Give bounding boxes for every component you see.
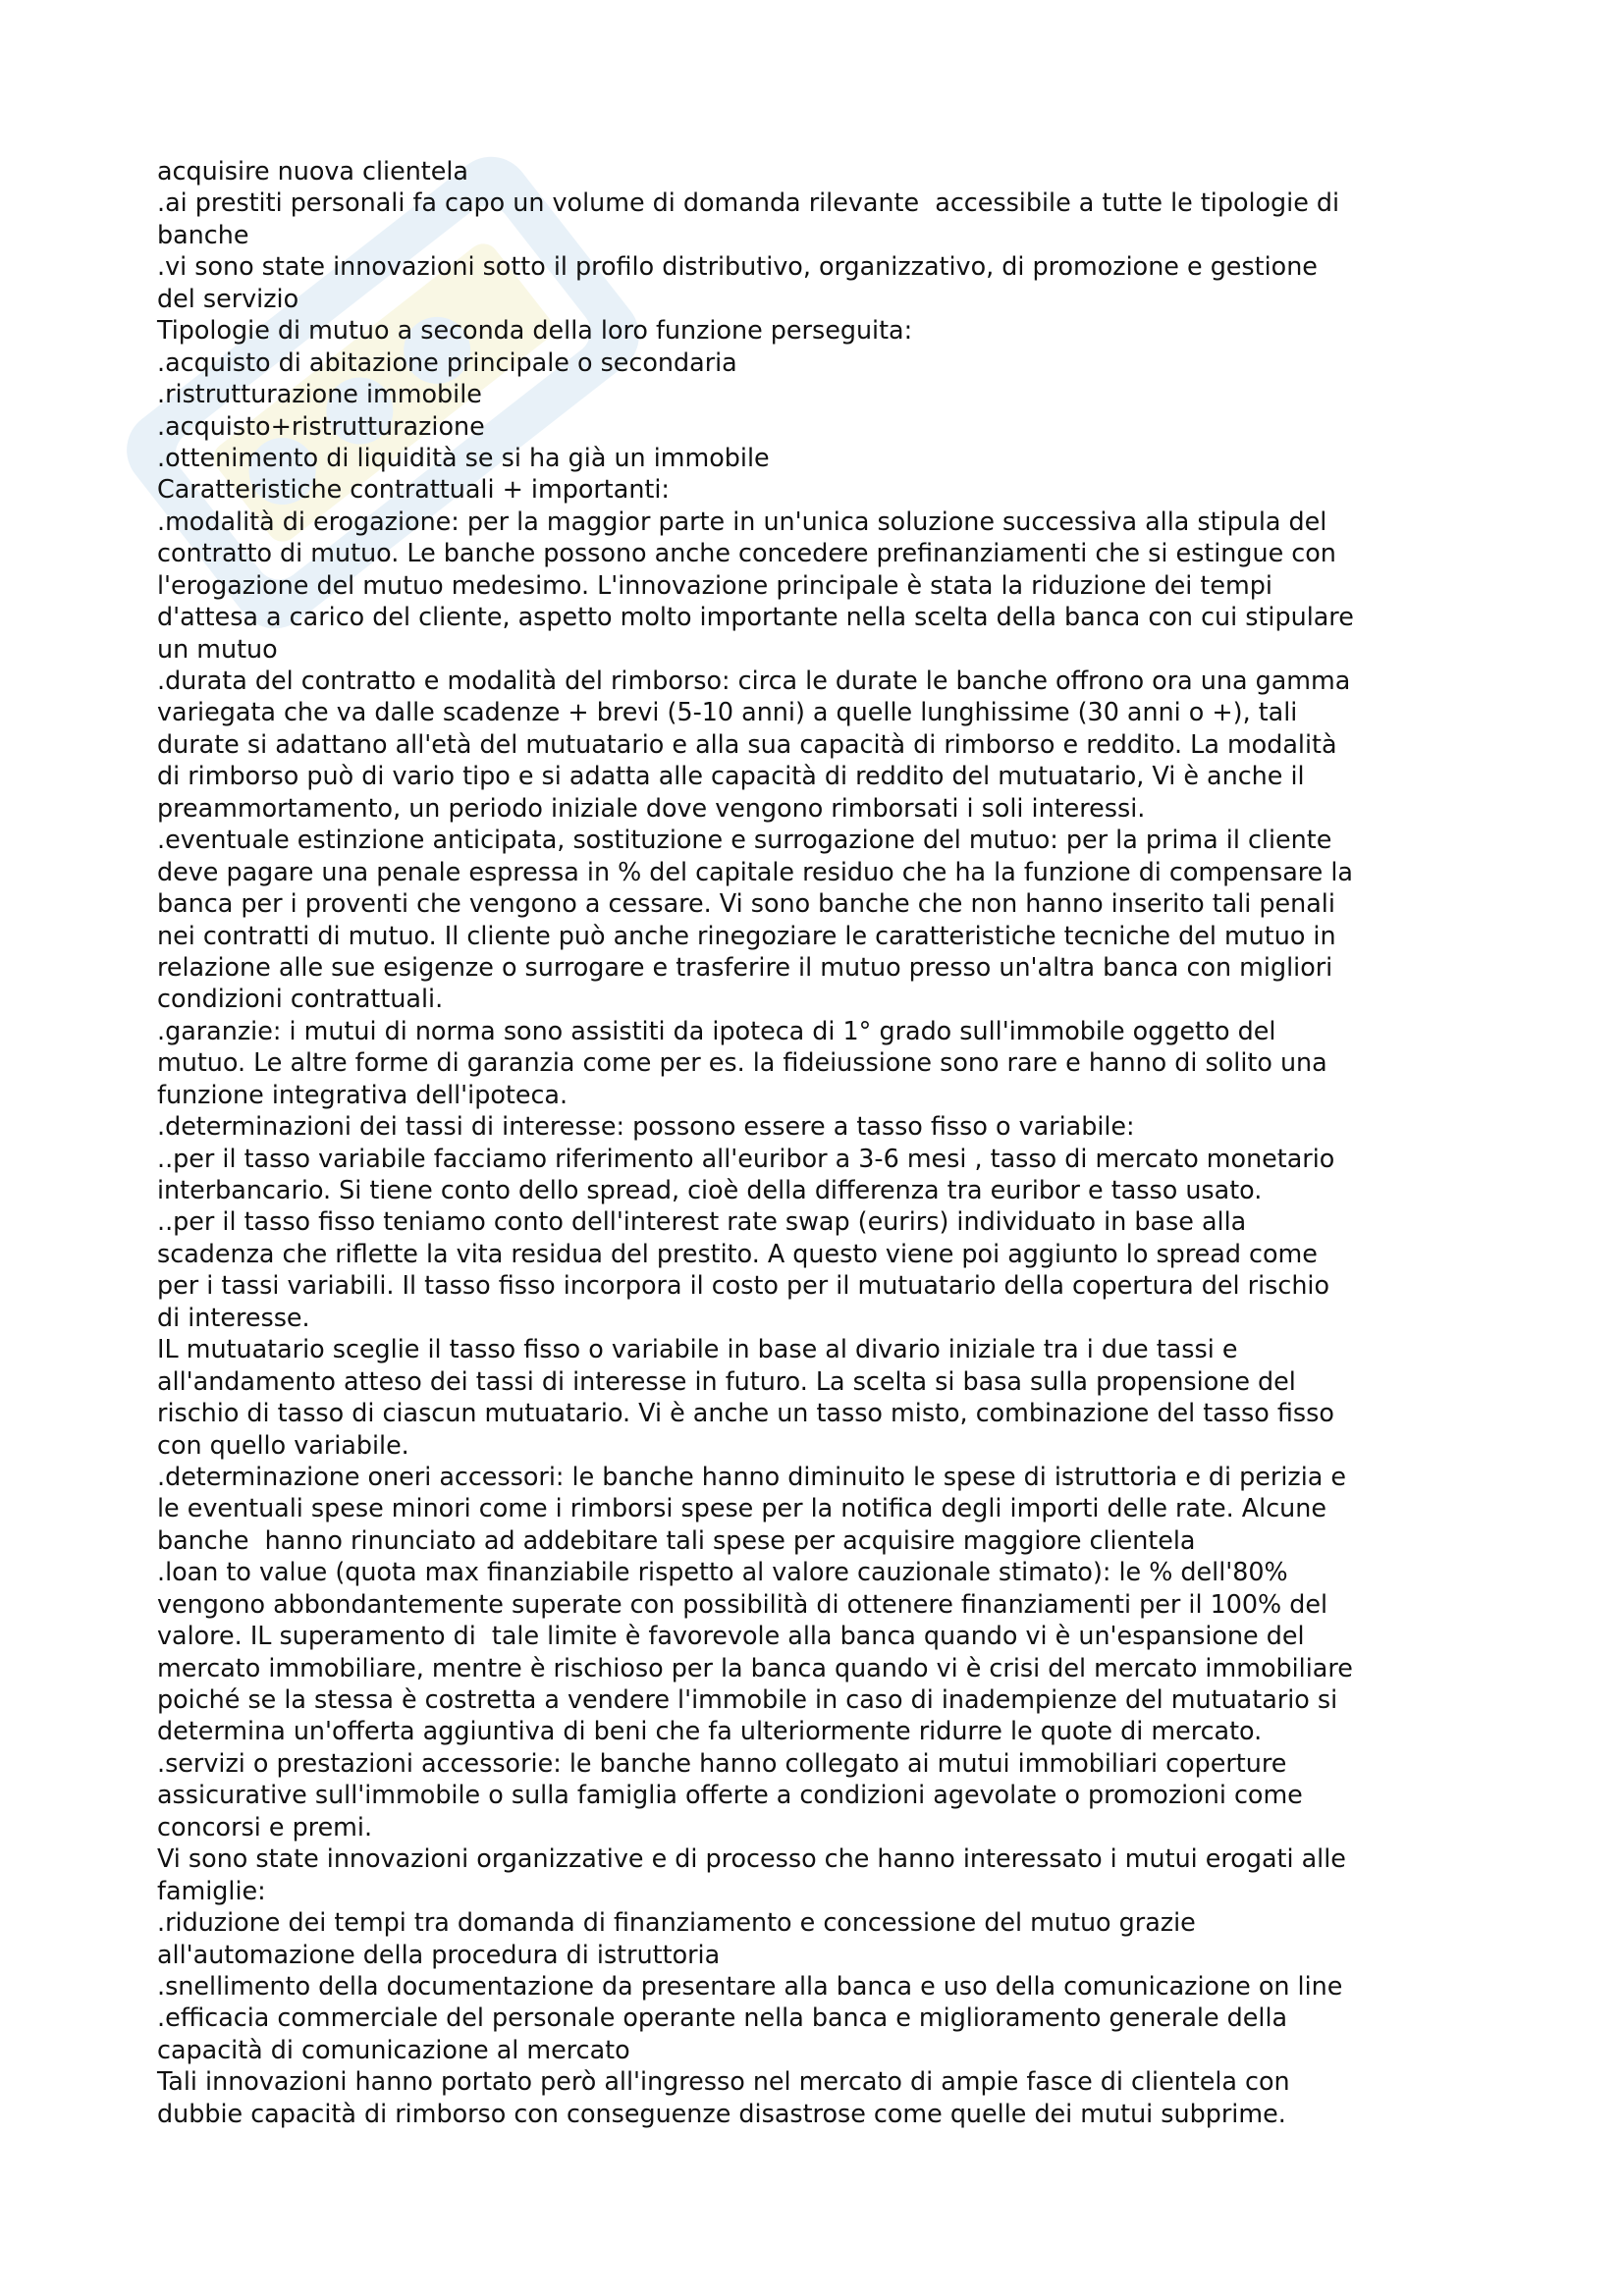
text-line: .riduzione dei tempi tra domanda di finanziamento e concessione del mutuo grazie xyxy=(157,1907,1196,1938)
text-line: le eventuali spese minori come i rimborsi spese per la notifica degli importi delle rate. Alcune xyxy=(157,1493,1326,1523)
text-line: IL mutuatario sceglie il tasso fisso o variabile in base al divario iniziale tra i due tassi e xyxy=(157,1334,1238,1364)
text-line: .ottenimento di liquidità se si ha già un immobile xyxy=(157,442,770,472)
text-line: nei contratti di mutuo. Il cliente può anche rinegoziare le caratteristiche tecniche del mutuo in xyxy=(157,920,1336,950)
text-line: del servizio xyxy=(157,283,299,313)
text-line: ..per il tasso fisso teniamo conto dell'interest rate swap (eurirs) individuato in base alla xyxy=(157,1206,1247,1237)
text-line: vengono abbondantemente superate con possibilità di ottenere finanziamenti per il 100% del xyxy=(157,1588,1328,1619)
text-line: Caratteristiche contrattuali + importanti: xyxy=(157,474,670,505)
text-line: .loan to value (quota max finanziabile rispetto al valore cauzionale stimato): le % dell'80% xyxy=(157,1557,1288,1587)
text-line: banche hanno rinunciato ad addebitare tali spese per acquisire maggiore clientela xyxy=(157,1524,1196,1555)
text-line: relazione alle sue esigenze o surrogare e trasferire il mutuo presso un'altra banca con migliori xyxy=(157,951,1333,982)
text-line: .determinazioni dei tassi di interesse: possono essere a tasso fisso o variabile: xyxy=(157,1111,1135,1142)
text-line: .acquisto di abitazione principale o secondaria xyxy=(157,347,737,377)
text-line: con quello variabile. xyxy=(157,1429,409,1460)
text-line: condizioni contrattuali. xyxy=(157,984,444,1014)
text-line: .modalità di erogazione: per la maggior parte in un'unica soluzione successiva alla stipula del xyxy=(157,506,1327,536)
text-line: scadenza che riflette la vita residua del prestito. A questo viene poi aggiunto lo spread come xyxy=(157,1238,1318,1268)
text-line: .durata del contratto e modalità del rimborso: circa le durate le banche offrono ora una gamma xyxy=(157,666,1351,695)
text-line: .snellimento della documentazione da presentare alla banca e uso della comunicazione on line xyxy=(157,1970,1343,2001)
text-line: deve pagare una penale espressa in % del capitale residuo che ha la funzione di compensare la xyxy=(157,856,1353,886)
text-line: preammortamento, un periodo iniziale dove vengono rimborsati i soli interessi. xyxy=(157,792,1146,823)
text-line: all'automazione della procedura di istruttoria xyxy=(157,1939,721,1969)
text-line: .garanzie: i mutui di norma sono assistiti da ipoteca di 1° grado sull'immobile oggetto del xyxy=(157,1015,1276,1045)
text-line: di interesse. xyxy=(157,1302,310,1332)
text-line: Tali innovazioni hanno portato però all'ingresso nel mercato di ampie fasce di clientela con xyxy=(157,2066,1290,2097)
text-line: un mutuo xyxy=(157,633,278,664)
text-line: .vi sono state innovazioni sotto il profilo distributivo, organizzativo, di promozione e gestione xyxy=(157,251,1318,282)
text-line: banche xyxy=(157,219,249,249)
text-line: .servizi o prestazioni accessorie: le banche hanno collegato ai mutui immobiliari coperture xyxy=(157,1747,1287,1778)
text-line: poiché se la stessa è costretta a vendere l'immobile in caso di inadempienze del mutuatario si xyxy=(157,1684,1338,1714)
text-line: .eventuale estinzione anticipata, sostituzione e surrogazione del mutuo: per la prima il cliente xyxy=(157,825,1332,855)
text-line: determina un'offerta aggiuntiva di beni che fa ulteriormente ridurre le quote di mercato. xyxy=(157,1716,1263,1746)
text-line: funzione integrativa dell'ipoteca. xyxy=(157,1079,568,1109)
text-line: d'attesa a carico del cliente, aspetto molto importante nella scelta della banca con cui stipulare xyxy=(157,602,1354,632)
text-line: mutuo. Le altre forme di garanzia come per es. la fideiussione sono rare e hanno di solito una xyxy=(157,1047,1327,1078)
text-line: .ai prestiti personali fa capo un volume di domanda rilevante accessibile a tutte le tipologie di xyxy=(157,187,1340,218)
text-line: valore. IL superamento di tale limite è favorevole alla banca quando vi è un'espansione del xyxy=(157,1621,1305,1651)
text-line: contratto di mutuo. Le banche possono anche concedere prefinanziamenti che si estingue con xyxy=(157,538,1336,568)
text-line: interbancario. Si tiene conto dello spread, cioè della differenza tra euribor e tasso usato. xyxy=(157,1175,1263,1204)
text-line: ..per il tasso variabile facciamo riferimento all'euribor a 3-6 mesi , tasso di mercato monetario xyxy=(157,1143,1335,1173)
text-line: all'andamento atteso dei tassi di interesse in futuro. La scelta si basa sulla propensione del xyxy=(157,1365,1296,1396)
text-line: Vi sono state innovazioni organizzative e di processo che hanno interessato i mutui erogati alle xyxy=(157,1843,1346,1874)
text-line: capacità di comunicazione al mercato xyxy=(157,2034,630,2064)
text-line: Tipologie di mutuo a seconda della loro funzione perseguita: xyxy=(157,315,913,346)
document-body xyxy=(157,155,1492,2129)
text-line: .efficacia commerciale del personale operante nella banca e miglioramento generale della xyxy=(157,2002,1288,2033)
text-line: .acquisto+ristrutturazione xyxy=(157,410,485,441)
text-line: rischio di tasso di ciascun mutuatario. Vi è anche un tasso misto, combinazione del tasso fisso xyxy=(157,1398,1334,1428)
text-line: durate si adattano all'età del mutuatario e alla sua capacità di rimborso e reddito. La modalità xyxy=(157,728,1337,759)
text-line: .ristrutturazione immobile xyxy=(157,379,482,409)
text-line: banca per i proventi che vengono a cessare. Vi sono banche che non hanno inserito tali penali xyxy=(157,888,1335,919)
text-line: di rimborso può di vario tipo e si adatta alle capacità di reddito del mutuatario, Vi è anche il xyxy=(157,761,1305,791)
text-line: dubbie capacità di rimborso con conseguenze disastrose come quelle dei mutui subprime. xyxy=(157,2098,1286,2128)
text-line: per i tassi variabili. Il tasso fisso incorpora il costo per il mutuatario della copertura del rischio xyxy=(157,1270,1330,1301)
text-line: acquisire nuova clientela xyxy=(157,156,468,186)
text-line: assicurative sull'immobile o sulla famiglia offerte a condizioni agevolate o promozioni come xyxy=(157,1780,1303,1810)
text-line: variegata che va dalle scadenze + brevi (5-10 anni) a quelle lunghissime (30 anni o +), tali xyxy=(157,697,1298,727)
text-line: famiglie: xyxy=(157,1875,266,1905)
text-line: l'erogazione del mutuo medesimo. L'innovazione principale è stata la riduzione dei tempi xyxy=(157,569,1272,600)
text-line: mercato immobiliare, mentre è rischioso per la banca quando vi è crisi del mercato immobiliare xyxy=(157,1652,1353,1682)
text-line: .determinazione oneri accessori: le banche hanno diminuito le spese di istruttoria e di perizia e xyxy=(157,1461,1347,1491)
text-line: concorsi e premi. xyxy=(157,1811,373,1842)
